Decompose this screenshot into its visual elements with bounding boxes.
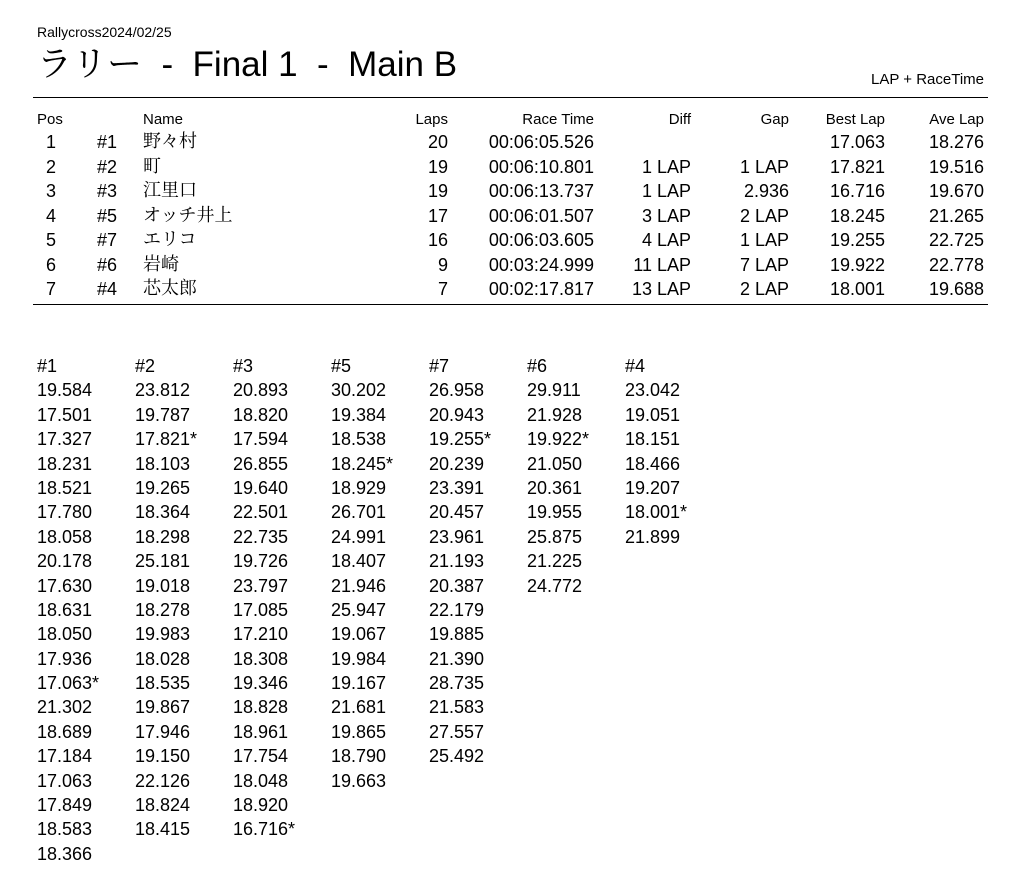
lap-time-value: 22.735 [233,526,289,547]
lap-time-value: 21.946 [331,575,387,596]
lap-time-value: 20.457 [429,502,485,523]
result-gap-cell: 1 LAP [739,230,789,250]
result-gap-cell: 1 LAP [739,156,789,177]
lap-time-value: 18.538 [331,429,387,450]
result-diff-cell: 1 LAP [641,181,691,201]
lap-time-value: 17.063* [37,673,100,694]
lap-time-value: 21.583 [429,697,485,718]
lap-column-header: #6 [527,356,548,376]
lap-time-value: 30.202 [331,380,387,401]
lap-time-value: 20.239 [429,453,485,474]
result-diff-cell: 4 LAP [641,230,691,250]
result-best-cell: 16.716 [829,181,885,201]
lap-column [429,354,525,769]
lap-time-value: 19.787 [135,404,191,425]
lap-time-value: 29.911 [527,380,581,401]
lap-time-value: 22.126 [135,770,191,791]
lap-column [37,354,133,866]
lap-time-value: 23.391 [429,477,485,498]
result-num-cell: #7 [97,230,118,250]
lap-time-value: 17.594 [233,429,289,450]
result-race-time-cell: 00:02:17.817 [488,279,594,299]
table-row [33,204,988,229]
table-row [33,277,988,302]
result-best-cell: 17.821 [829,156,885,177]
lap-time-value: 18.308 [233,648,289,669]
lap-time-value: 18.028 [135,648,191,669]
result-race-time-cell: 00:06:01.507 [488,205,594,226]
lap-time-value: 23.812 [135,380,191,401]
result-num-cell: #5 [97,205,118,226]
lap-time-value: 18.058 [37,526,93,547]
result-best-cell: 19.922 [829,254,885,275]
result-best-cell: 18.001 [829,279,885,299]
result-gap-cell: 2 LAP [739,279,789,299]
col-gap: Gap [760,111,789,128]
result-num-cell: #6 [97,254,118,275]
lap-time-value: 22.179 [429,599,485,620]
lap-time-value: 17.754 [233,746,289,767]
lap-time-value: 26.855 [233,453,289,474]
result-pos-cell: 6 [45,254,56,275]
lap-column [135,354,231,842]
result-pos-cell: 4 [45,205,56,226]
lap-time-value: 24.772 [527,575,583,596]
lap-time-value: 20.361 [527,477,583,498]
result-laps-cell: 16 [427,230,448,250]
lap-time-value: 24.991 [331,526,387,547]
result-diff-cell: 1 LAP [641,156,691,177]
lap-time-value: 18.103 [135,453,191,474]
result-laps-cell: 20 [427,132,448,152]
lap-column [625,354,721,549]
lap-time-value: 20.893 [233,380,289,401]
lap-time-value: 20.943 [429,404,485,425]
lap-time-value: 18.050 [37,624,93,645]
lap-time-value: 19.384 [331,404,387,425]
result-ave-cell: 19.516 [928,156,984,177]
result-race-time-cell: 00:06:03.605 [488,230,594,250]
lap-column-header: #3 [233,356,254,376]
result-gap-cell: 2 LAP [739,205,789,226]
result-race-time-cell: 00:06:05.526 [488,132,594,152]
lap-time-value: 19.922* [527,429,590,450]
lap-time-value: 19.885 [429,624,485,645]
lap-time-value: 19.265 [135,477,191,498]
lap-time-value: 19.018 [135,575,191,596]
table-row [33,179,988,204]
lap-time-value: 18.231 [37,453,93,474]
col-name: Name [143,111,184,128]
result-ave-cell: 19.688 [928,279,984,299]
lap-column-header: #2 [135,356,156,376]
result-race-time-cell: 00:03:24.999 [488,254,594,275]
result-ave-cell: 18.276 [928,132,984,152]
lap-time-value: 18.631 [37,599,93,620]
lap-time-value: 22.501 [233,502,289,523]
lap-time-value: 17.085 [233,599,289,620]
lap-time-value: 18.920 [233,795,289,816]
lap-time-value: 18.689 [37,721,93,742]
lap-column [527,354,623,598]
lap-time-value: 19.983 [135,624,191,645]
result-num-cell: #3 [97,181,118,201]
lap-column-header: #1 [37,356,58,376]
result-name-cell: エリコ [143,229,197,250]
result-gap-cell: 2.936 [743,181,789,201]
lap-time-value: 16.716* [233,819,296,840]
lap-time-value: 18.583 [37,819,93,840]
lap-time-value: 21.928 [527,404,583,425]
lap-time-value: 18.961 [233,721,289,742]
lap-column-header: #5 [331,356,352,376]
lap-time-value: 17.184 [37,746,93,767]
result-diff-cell: 13 LAP [631,279,691,299]
lap-column-header: #4 [625,356,646,376]
lap-time-value: 23.961 [429,526,485,547]
result-name-cell: 江里口 [143,180,197,201]
lap-time-value: 21.302 [37,697,93,718]
lap-time-value: 19.067 [331,624,387,645]
result-diff-cell: 3 LAP [641,205,691,226]
lap-column [233,354,329,842]
results-body [33,130,988,302]
result-best-cell: 18.245 [829,205,885,226]
lap-time-value: 26.701 [331,502,387,523]
lap-time-value: 18.407 [331,551,387,572]
result-num-cell: #4 [97,279,118,299]
lap-column [331,354,427,793]
report-subtitle: Rallycross2024/02/25 [37,24,172,40]
col-best-lap: Best Lap [825,111,885,128]
lap-time-value: 18.366 [37,843,93,864]
result-pos-cell: 3 [45,181,56,201]
col-ave-lap: Ave Lap [929,111,984,128]
lap-time-value: 21.681 [331,697,387,718]
lap-time-value: 18.278 [135,599,191,620]
result-best-cell: 19.255 [829,230,885,250]
lap-time-value: 18.466 [625,453,681,474]
result-laps-cell: 9 [437,254,448,275]
table-row [33,228,988,253]
lap-time-value: 19.346 [233,673,289,694]
result-ave-cell: 19.670 [928,181,984,201]
result-ave-cell: 21.265 [928,205,984,226]
lap-time-value: 19.865 [331,721,387,742]
lap-time-value: 18.001* [625,502,688,523]
result-laps-cell: 19 [427,156,448,177]
result-ave-cell: 22.725 [928,230,984,250]
table-row [33,130,988,155]
top-rule [33,97,988,98]
result-name-cell: 芯太郎 [143,278,197,299]
lap-time-value: 28.735 [429,673,485,694]
result-name-cell: オッチ井上 [143,204,233,226]
report-title: ラリー - Final 1 - Main B [37,45,458,84]
col-laps: Laps [415,111,448,128]
lap-time-value: 20.387 [429,575,485,596]
result-name-cell: 岩崎 [143,253,179,275]
lap-column-header: #7 [429,356,450,376]
table-row [33,155,988,180]
lap-time-value: 21.225 [527,551,583,572]
lap-time-value: 25.875 [527,526,583,547]
table-row [33,253,988,278]
lap-time-value: 20.178 [37,551,93,572]
lap-time-value: 21.050 [527,453,583,474]
result-pos-cell: 1 [45,132,56,152]
lap-time-value: 18.364 [135,502,191,523]
lap-time-value: 17.327 [37,429,93,450]
lap-time-value: 17.210 [233,624,289,645]
col-diff: Diff [668,111,691,128]
lap-time-value: 21.193 [429,551,485,572]
lap-time-value: 18.151 [625,429,681,450]
results-table [33,110,988,302]
lap-time-value: 25.181 [135,551,191,572]
lap-time-value: 17.501 [37,404,93,425]
lap-time-value: 19.255* [429,429,492,450]
lap-time-value: 18.790 [331,746,387,767]
lap-time-value: 17.821* [135,429,198,450]
lap-time-value: 17.630 [37,575,93,596]
result-race-time-cell: 00:06:10.801 [488,156,594,177]
lap-time-value: 27.557 [429,721,485,742]
lap-time-value: 21.899 [625,526,681,547]
col-pos: Pos [37,111,63,128]
lap-time-value: 23.042 [625,380,681,401]
lap-time-value: 19.867 [135,697,191,718]
result-diff-cell: 11 LAP [633,254,691,275]
lap-time-value: 18.521 [37,477,93,498]
lap-time-value: 17.780 [37,502,93,523]
lap-time-value: 19.955 [527,502,583,523]
lap-time-value: 21.390 [429,648,485,669]
results-header-row [33,110,988,130]
result-gap-cell: 7 LAP [739,254,789,275]
result-num-cell: #2 [97,156,118,177]
lap-time-value: 19.167 [331,673,387,694]
lap-time-value: 19.584 [37,380,93,401]
result-num-cell: #1 [97,132,118,152]
bottom-rule [33,304,988,305]
lap-time-value: 18.828 [233,697,289,718]
lap-time-value: 17.849 [37,795,93,816]
result-ave-cell: 22.778 [928,254,984,275]
lap-time-value: 18.929 [331,477,387,498]
lap-time-value: 23.797 [233,575,289,596]
lap-time-value: 19.726 [233,551,289,572]
lap-time-value: 26.958 [429,380,485,401]
col-race-time: Race Time [522,111,594,128]
result-pos-cell: 5 [45,230,56,250]
result-laps-cell: 19 [427,181,448,201]
result-pos-cell: 7 [45,279,56,299]
result-race-time-cell: 00:06:13.737 [488,181,594,201]
lap-time-value: 18.048 [233,770,289,791]
lap-time-value: 18.824 [135,795,191,816]
lap-time-value: 19.640 [233,477,289,498]
lap-time-value: 19.984 [331,648,387,669]
result-best-cell: 17.063 [829,132,885,152]
lap-time-value: 18.245* [331,453,394,474]
lap-time-value: 18.820 [233,404,289,425]
lap-time-value: 25.947 [331,599,387,620]
lap-time-value: 17.063 [37,770,93,791]
lap-time-value: 18.535 [135,673,191,694]
lap-time-value: 19.663 [331,770,387,791]
lap-time-value: 25.492 [429,746,485,767]
lap-time-value: 19.051 [625,404,681,425]
lap-time-value: 18.298 [135,526,191,547]
lap-time-value: 18.415 [135,819,191,840]
result-name-cell: 町 [143,155,161,177]
result-laps-cell: 17 [427,205,448,226]
result-laps-cell: 7 [437,279,448,299]
lap-time-value: 19.150 [135,746,191,767]
lap-time-value: 17.936 [37,648,93,669]
result-pos-cell: 2 [45,156,56,177]
lap-time-value: 17.946 [135,721,191,742]
lap-time-value: 19.207 [625,477,681,498]
result-name-cell: 野々村 [143,131,197,152]
lap-racetime-label: LAP + RaceTime [871,71,984,88]
